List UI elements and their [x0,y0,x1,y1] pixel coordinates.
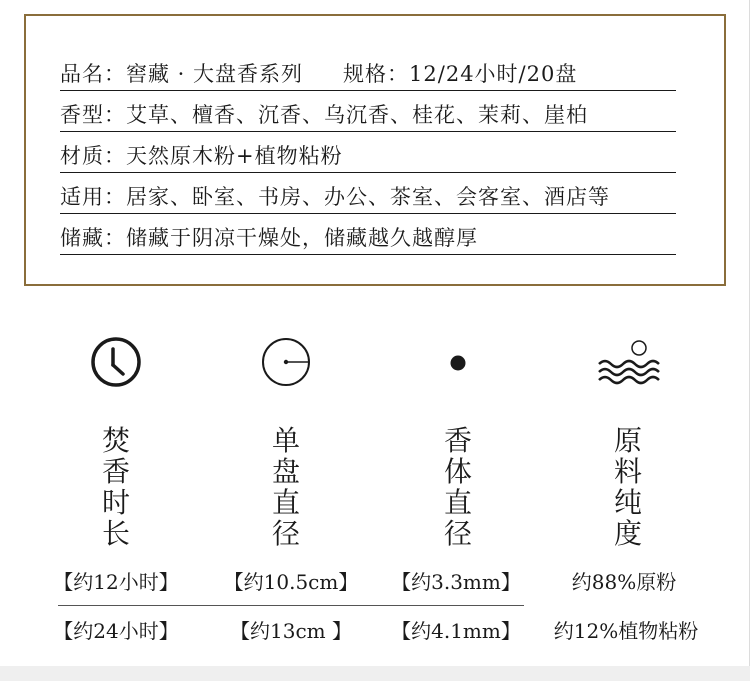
purity-value-2: 约12%植物粘粉 [553,619,699,643]
coil-diameter-value-1: 【约10.5cm】 [223,570,359,594]
feature-burn-time [46,330,186,560]
values-divider [58,605,524,606]
feature-title: 原料纯度 [613,424,642,550]
purity-value-1: 约88%原粉 [571,570,677,594]
footer-band [0,666,750,681]
feature-title: 香体直径 [443,424,472,550]
coil-diameter-value-2: 【约13cm 】 [230,619,352,643]
spec-row-scent: 香型：艾草、檀香、沉香、乌沉香、桂花、茉莉、崖柏 [60,93,676,132]
spec-row-name [60,52,676,91]
stick-diameter-value-1: 【约3.3mm】 [391,570,521,594]
burn-time-value-2: 【约24小时】 [53,619,179,643]
spec-row-storage: 储藏：储藏于阴凉干燥处，储藏越久越醇厚 [60,216,676,255]
feature-purity [558,330,698,560]
circle-radius-icon [258,334,314,390]
spec-box [24,14,726,286]
dot-icon [430,334,486,390]
stick-diameter-value-2: 【约4.1mm】 [391,619,521,643]
clock-icon [88,334,144,390]
product-name: 品名：窖藏 · 大盘香系列 [60,62,304,86]
spec-row-usage: 适用：居家、卧室、书房、办公、茶室、会客室、酒店等 [60,175,676,214]
waves-sun-icon [593,334,663,390]
product-spec: 规格：12/24小时/20盘 [343,62,578,86]
burn-time-value-1: 【约12小时】 [53,570,179,594]
spec-row-material: 材质：天然原木粉+植物粘粉 [60,134,676,173]
feature-coil-diameter [216,330,356,560]
feature-title: 焚香时长 [101,424,130,550]
feature-stick-diameter [388,330,528,560]
feature-title: 单盘直径 [271,424,300,550]
